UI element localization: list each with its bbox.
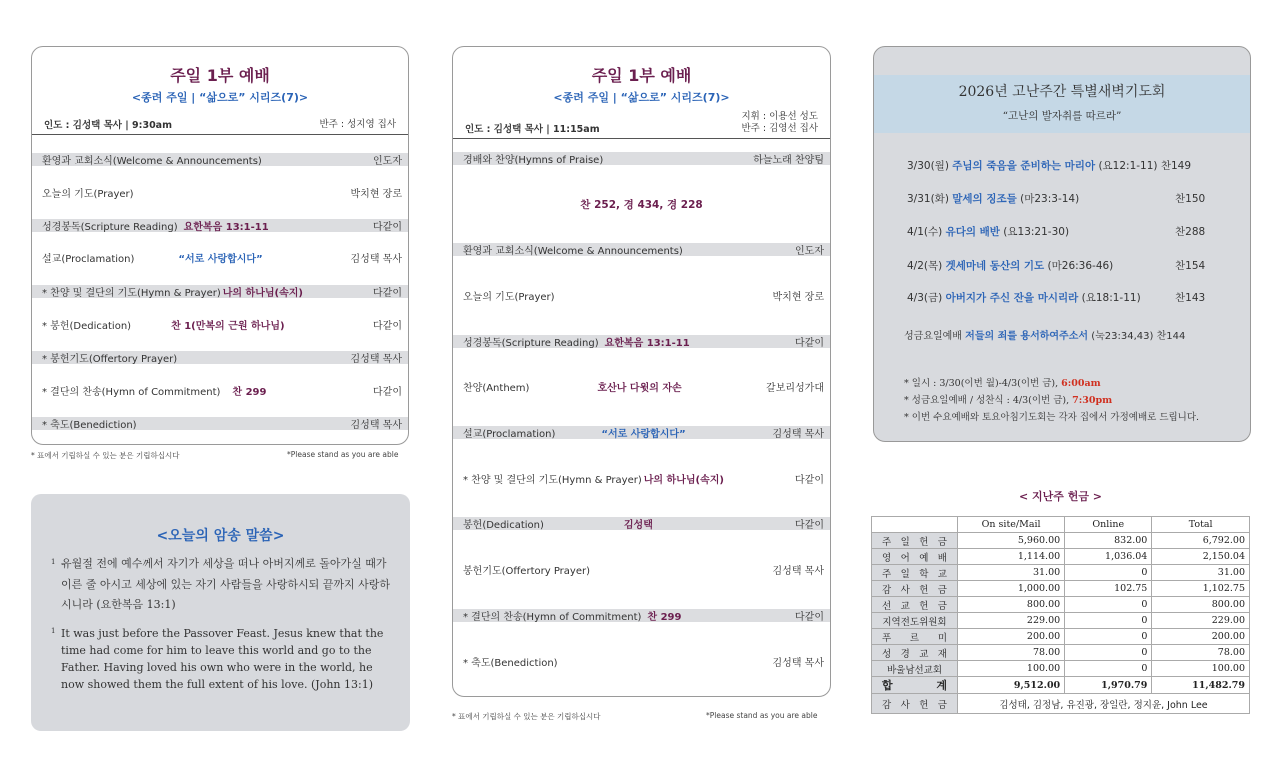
table-cell: 영 어 예 배 bbox=[872, 549, 958, 565]
table-cell: 100.00 bbox=[1152, 661, 1250, 677]
table-cell: 0 bbox=[1065, 645, 1152, 661]
verse-korean bbox=[51, 554, 390, 616]
service2-subtitle: <종려 주일 | “삶으로” 시리즈(7)> bbox=[553, 91, 730, 104]
service1-card bbox=[31, 46, 409, 445]
prayer-note-text: * 일시 : 3/30(이번 월)-4/3(이번 금), bbox=[904, 378, 1062, 389]
service1-note-left: * 표에서 기립하실 수 있는 분은 기립하십시다 bbox=[31, 451, 180, 460]
order-who: 김성택 목사 bbox=[772, 429, 824, 440]
table-cell: 5,960.00 bbox=[958, 533, 1065, 549]
table-cell: 1,000.00 bbox=[958, 581, 1065, 597]
order-item bbox=[32, 285, 408, 298]
table-cell: 229.00 bbox=[1152, 613, 1250, 629]
thanks-names: 김성태, 김정남, 유진광, 장일란, 정지윤, John Lee bbox=[958, 694, 1250, 714]
prayer-note-time: 6:00am bbox=[1061, 378, 1101, 389]
order-item bbox=[453, 152, 830, 165]
order-item bbox=[32, 153, 408, 166]
order-label: 설교(Proclamation) bbox=[42, 254, 135, 265]
prayer-hymn: 찬149 bbox=[1160, 160, 1192, 172]
order-item bbox=[453, 517, 830, 530]
order-highlight: “서로 사랑합시다” bbox=[178, 254, 263, 265]
service1-leader: 인도 : 김성택 목사 | 9:30am bbox=[44, 120, 172, 131]
order-who: 다같이 bbox=[795, 612, 824, 623]
order-highlight: “서로 사랑합시다” bbox=[601, 429, 686, 440]
order-highlight: 나의 하나님(속지) bbox=[222, 288, 303, 299]
prayer-topic: 저들의 죄를 용서하여주소서 bbox=[965, 331, 1089, 342]
service2-staff bbox=[742, 111, 819, 135]
order-who: 하늘노래 찬양팀 bbox=[753, 155, 824, 166]
order-label: 설교(Proclamation) bbox=[463, 429, 556, 440]
order-who: 다같이 bbox=[373, 288, 402, 299]
order-item bbox=[453, 472, 830, 485]
prayer-meeting-subtitle: “고난의 발자취를 따르라” bbox=[1002, 110, 1122, 122]
prayer-date: 4/2(목) bbox=[907, 260, 943, 272]
order-item bbox=[32, 219, 408, 232]
table-row bbox=[872, 645, 1250, 661]
verse-english bbox=[51, 625, 390, 693]
table-cell: 0 bbox=[1065, 661, 1152, 677]
order-who: 김성택 목사 bbox=[772, 658, 824, 669]
order-item bbox=[453, 243, 830, 256]
order-label: 봉헌기도(Offertory Prayer) bbox=[463, 566, 590, 577]
table-cell: 229.00 bbox=[958, 613, 1065, 629]
table-thanks-row bbox=[872, 694, 1250, 714]
order-highlight: 요한복음 13:1-11 bbox=[183, 222, 269, 233]
prayer-date: 성금요일예배 bbox=[904, 331, 962, 342]
order-item bbox=[453, 426, 830, 439]
order-label: 환영과 교회소식(Welcome & Announcements) bbox=[42, 156, 262, 167]
service2-title: 주일 1부 예배 bbox=[591, 66, 692, 85]
order-item bbox=[453, 609, 830, 622]
prayer-hymn: 찬288 bbox=[1175, 226, 1206, 238]
prayer-row bbox=[904, 327, 1230, 342]
order-highlight: 찬 299 bbox=[647, 612, 682, 623]
order-label: 봉헌(Dedication) bbox=[463, 520, 544, 531]
order-who: 다같이 bbox=[373, 321, 402, 332]
table-header: On site/Mail bbox=[958, 517, 1065, 533]
prayer-note-time: 7:30pm bbox=[1072, 395, 1113, 406]
table-row bbox=[872, 629, 1250, 645]
order-highlight: 요한복음 13:1-11 bbox=[604, 338, 690, 349]
table-cell: 주 일 학 교 bbox=[872, 565, 958, 581]
table-row bbox=[872, 597, 1250, 613]
prayer-topic: 아버지가 주신 잔을 마시리라 bbox=[945, 292, 1079, 304]
table-cell: 바울남선교회 bbox=[872, 661, 958, 677]
table-header: Online bbox=[1065, 517, 1152, 533]
order-who: 김성택 목사 bbox=[350, 420, 402, 431]
memory-verse-box bbox=[31, 494, 410, 731]
order-label: * 찬양 및 결단의 기도(Hymn & Prayer) bbox=[463, 475, 642, 486]
prayer-ref: (요13:21-30) bbox=[1003, 226, 1070, 238]
offering-title: < 지난주 헌금 > bbox=[1018, 490, 1103, 503]
table-cell: 31.00 bbox=[958, 565, 1065, 581]
order-who: 다같이 bbox=[373, 387, 402, 398]
table-cell: 800.00 bbox=[1152, 597, 1250, 613]
order-item bbox=[32, 351, 408, 364]
order-who: 갈보리성가대 bbox=[766, 383, 824, 394]
prayer-date: 4/3(금) bbox=[907, 292, 943, 304]
prayer-hymn: 찬143 bbox=[1175, 292, 1206, 304]
order-label: 성경봉독(Scripture Reading) bbox=[463, 338, 599, 349]
prayer-topic: 주님의 죽음을 준비하는 마리아 bbox=[952, 160, 1096, 172]
order-who: 김성택 목사 bbox=[350, 354, 402, 365]
memory-verse-title: <오늘의 암송 말씀> bbox=[156, 528, 285, 544]
order-label: * 봉헌(Dedication) bbox=[42, 321, 132, 332]
table-row bbox=[872, 613, 1250, 629]
table-cell: 11,482.79 bbox=[1152, 677, 1250, 694]
praise-hymns: 찬 252, 경 434, 경 228 bbox=[580, 199, 703, 211]
order-item bbox=[32, 384, 408, 397]
table-cell: 1,036.04 bbox=[1065, 549, 1152, 565]
order-label: 성경봉독(Scripture Reading) bbox=[42, 222, 178, 233]
table-cell: 78.00 bbox=[1152, 645, 1250, 661]
order-highlight: 찬 1(만복의 근원 하나님) bbox=[171, 321, 285, 332]
order-label: 경배와 찬양(Hymns of Praise) bbox=[463, 155, 604, 166]
order-who: 다같이 bbox=[795, 520, 824, 531]
table-cell: 6,792.00 bbox=[1152, 533, 1250, 549]
service1-meta bbox=[32, 117, 408, 135]
service2-meta bbox=[453, 111, 830, 139]
order-highlight: 나의 하나님(속지) bbox=[643, 475, 724, 486]
table-cell: 1,970.79 bbox=[1065, 677, 1152, 694]
verse-english-text: It was just before the Passover Feast. Jesus knew that the time had come for him to leave this world and go to the Father. Having loved his own who were in the world, he now showed them the full extent of his love. (John 13:1) bbox=[61, 627, 384, 691]
order-item bbox=[453, 563, 830, 576]
prayer-ref: (마23:3-14) bbox=[1020, 193, 1080, 205]
service2-note-left: * 표에서 기립하실 수 있는 분은 기립하십시다 bbox=[452, 712, 601, 721]
table-cell: 200.00 bbox=[958, 629, 1065, 645]
prayer-topic: 말세의 징조들 bbox=[952, 193, 1017, 205]
prayer-row bbox=[907, 290, 1230, 305]
order-label: * 봉헌기도(Offertory Prayer) bbox=[42, 354, 178, 365]
prayer-row bbox=[907, 224, 1230, 239]
table-total-row bbox=[872, 677, 1250, 694]
prayer-date: 3/31(화) bbox=[907, 193, 949, 205]
table-cell: 지역전도위원회 bbox=[872, 613, 958, 629]
table-cell: 선 교 헌 금 bbox=[872, 597, 958, 613]
order-label: * 찬양 및 결단의 기도(Hymn & Prayer) bbox=[42, 288, 221, 299]
table-cell: 200.00 bbox=[1152, 629, 1250, 645]
prayer-topic: 유다의 배반 bbox=[945, 226, 1000, 238]
table-cell: 832.00 bbox=[1065, 533, 1152, 549]
prayer-ref: (요18:1-11) bbox=[1081, 292, 1141, 304]
prayer-ref: (마26:36-46) bbox=[1047, 260, 1114, 272]
table-header-row bbox=[872, 517, 1250, 533]
order-who: 다같이 bbox=[795, 338, 824, 349]
order-who: 김성택 목사 bbox=[772, 566, 824, 577]
service2-leader: 인도 : 김성택 목사 | 11:15am bbox=[465, 124, 600, 135]
prayer-note-friday bbox=[904, 392, 1112, 406]
order-label: 오늘의 기도(Prayer) bbox=[463, 292, 555, 303]
order-who: 다같이 bbox=[795, 475, 824, 486]
table-cell: 100.00 bbox=[958, 661, 1065, 677]
service1-note-right: *Please stand as you are able bbox=[287, 450, 399, 459]
table-cell: 0 bbox=[1065, 597, 1152, 613]
prayer-topic: 겟세마네 동산의 기도 bbox=[945, 260, 1045, 272]
order-label: * 결단의 찬송(Hymn of Commitment) bbox=[42, 387, 221, 398]
table-cell: 0 bbox=[1065, 565, 1152, 581]
table-row bbox=[872, 661, 1250, 677]
prayer-row bbox=[907, 191, 1230, 206]
table-cell: 102.75 bbox=[1065, 581, 1152, 597]
table-cell: 1,102.75 bbox=[1152, 581, 1250, 597]
verse-marker: 1 bbox=[51, 627, 56, 635]
table-header bbox=[872, 517, 958, 533]
order-label: * 결단의 찬송(Hymn of Commitment) bbox=[463, 612, 642, 623]
order-item bbox=[32, 318, 408, 331]
prayer-note-home: * 이번 수요예배와 토요아침기도회는 각자 집에서 가정예배로 드립니다. bbox=[904, 412, 1200, 423]
table-cell: 감 사 헌 금 bbox=[872, 581, 958, 597]
prayer-meeting-header bbox=[874, 75, 1250, 133]
prayer-row bbox=[907, 158, 1230, 173]
table-cell: 800.00 bbox=[958, 597, 1065, 613]
table-cell: 합 계 bbox=[872, 677, 958, 694]
prayer-date: 3/30(월) bbox=[907, 160, 949, 172]
order-label: * 축도(Benediction) bbox=[463, 658, 558, 669]
table-cell: 9,512.00 bbox=[958, 677, 1065, 694]
table-row bbox=[872, 565, 1250, 581]
service1-subtitle: <종려 주일 | “삶으로” 시리즈(7)> bbox=[131, 91, 309, 104]
order-label: 환영과 교회소식(Welcome & Announcements) bbox=[463, 246, 683, 257]
table-header: Total bbox=[1152, 517, 1250, 533]
order-highlight: 호산나 다윗의 자손 bbox=[597, 383, 682, 394]
order-item bbox=[453, 335, 830, 348]
table-cell: 주 일 헌 금 bbox=[872, 533, 958, 549]
table-cell: 78.00 bbox=[958, 645, 1065, 661]
prayer-row bbox=[907, 258, 1230, 273]
prayer-meeting-title: 2026년 고난주간 특별새벽기도회 bbox=[958, 84, 1166, 100]
order-who: 인도자 bbox=[373, 156, 402, 167]
table-cell: 0 bbox=[1065, 613, 1152, 629]
order-who: 다같이 bbox=[373, 222, 402, 233]
prayer-hymn: 찬154 bbox=[1175, 260, 1206, 272]
table-cell: 0 bbox=[1065, 629, 1152, 645]
offering-table bbox=[871, 516, 1250, 714]
table-cell: 2,150.04 bbox=[1152, 549, 1250, 565]
table-cell: 1,114.00 bbox=[958, 549, 1065, 565]
order-highlight: 김성택 bbox=[623, 520, 653, 531]
prayer-note-text: * 성금요일예배 / 성찬식 : 4/3(이번 금), bbox=[904, 395, 1073, 406]
table-row bbox=[872, 581, 1250, 597]
verse-korean-text: 유월절 전에 예수께서 자기가 세상을 떠나 아버지께로 돌아가실 때가 이른 줄 아시고 세상에 있는 자기 사람들을 사랑하시되 끝까지 사랑하시니라 (요한복음 13:1) bbox=[61, 557, 390, 611]
order-item bbox=[32, 251, 408, 264]
order-item bbox=[453, 380, 830, 393]
service2-accompanist: 반주 : 김영선 집사 bbox=[741, 123, 818, 134]
order-item bbox=[32, 417, 408, 430]
verse-marker: 1 bbox=[51, 558, 56, 566]
table-cell: 31.00 bbox=[1152, 565, 1250, 581]
order-who: 김성택 목사 bbox=[350, 254, 402, 265]
service2-conductor: 지휘 : 이용선 성도 bbox=[741, 111, 818, 122]
order-item bbox=[32, 186, 408, 199]
table-row bbox=[872, 533, 1250, 549]
prayer-date: 4/1(수) bbox=[907, 226, 943, 238]
order-label: * 축도(Benediction) bbox=[42, 420, 137, 431]
prayer-ref: (눅23:34,43) bbox=[1091, 331, 1154, 342]
table-row bbox=[872, 549, 1250, 565]
order-label: 오늘의 기도(Prayer) bbox=[42, 189, 134, 200]
order-highlight: 찬 299 bbox=[232, 387, 267, 398]
prayer-ref: (요12:1-11) bbox=[1098, 160, 1158, 172]
service1-accompanist: 반주 : 성지영 집사 bbox=[319, 119, 396, 130]
table-cell: 성 경 교 재 bbox=[872, 645, 958, 661]
order-item bbox=[453, 289, 830, 302]
order-who: 인도자 bbox=[795, 246, 824, 257]
order-who: 박치현 장로 bbox=[350, 189, 402, 200]
prayer-meeting-card bbox=[873, 46, 1251, 442]
order-item bbox=[453, 655, 830, 668]
prayer-note-schedule bbox=[904, 375, 1101, 389]
prayer-hymn: 찬144 bbox=[1156, 331, 1186, 342]
prayer-hymn: 찬150 bbox=[1175, 193, 1206, 205]
table-cell: 감 사 헌 금 bbox=[872, 694, 958, 714]
service2-note-right: *Please stand as you are able bbox=[706, 711, 818, 720]
order-label: 찬양(Anthem) bbox=[463, 383, 530, 394]
service1-title: 주일 1부 예배 bbox=[170, 66, 270, 85]
table-cell: 푸 르 미 bbox=[872, 629, 958, 645]
service2-card bbox=[452, 46, 831, 697]
order-who: 박치현 장로 bbox=[772, 292, 824, 303]
